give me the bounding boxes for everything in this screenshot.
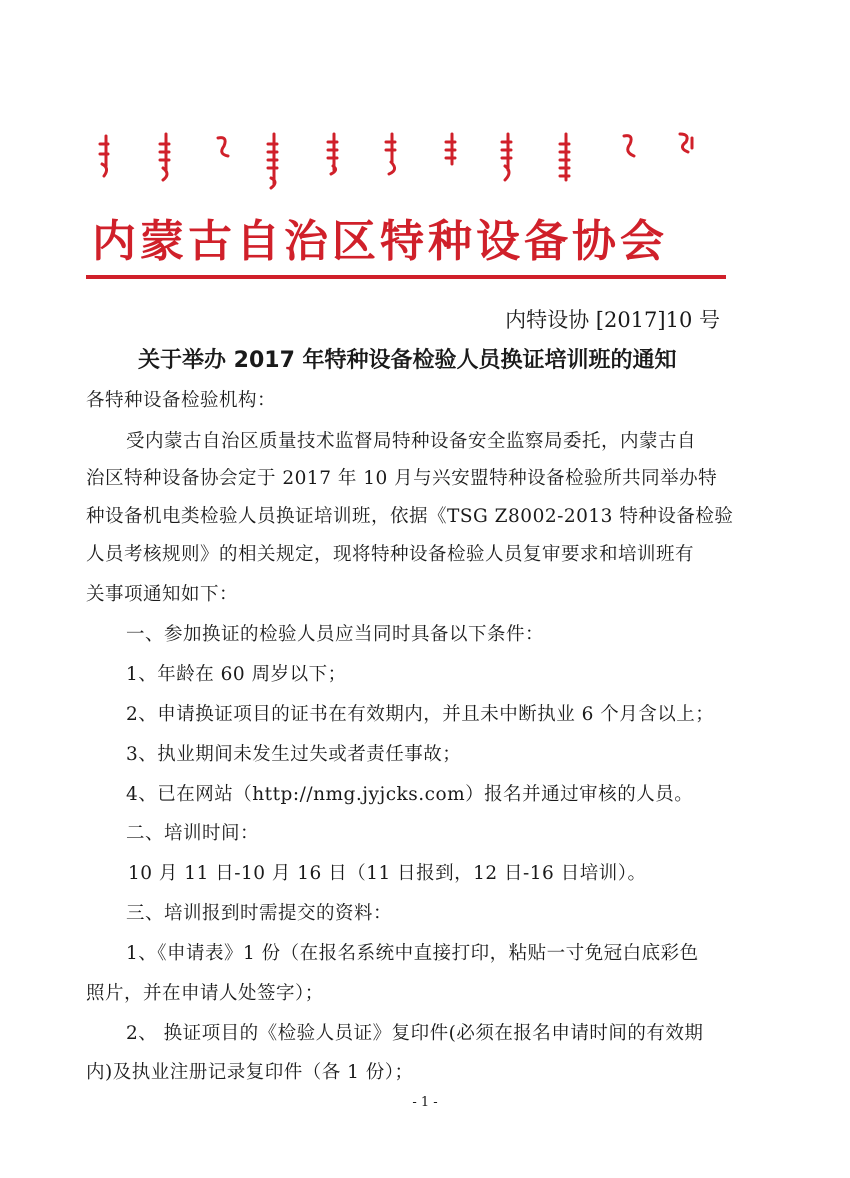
org-name: 内蒙古自治区特种设备协会: [92, 216, 668, 267]
section-heading: 二、培训时间：: [126, 823, 260, 844]
list-item: 4、已在网站（http://nmg.jyjcks.com）报名并通过审核的人员。: [126, 784, 694, 805]
salutation: 各特种设备检验机构：: [86, 390, 277, 411]
body-line: 受内蒙古自治区质量技术监督局特种设备安全监察局委托，内蒙古自: [126, 431, 697, 452]
mongolian-script-glyphs: [96, 128, 716, 200]
page-number: - 1 -: [412, 1095, 438, 1110]
body-line: 内)及执业注册记录复印件（各 1 份）；: [86, 1062, 414, 1083]
mongolian-script-name: [96, 128, 716, 200]
list-item: 1、《申请表》1 份（在报名系统中直接打印，粘贴一寸免冠白底彩色: [126, 943, 699, 964]
list-item: 2、 换证项目的《检验人员证》复印件(必须在报名申请时间的有效期: [126, 1023, 704, 1044]
list-item: 2、申请换证项目的证书在有效期内，并且未中断执业 6 个月含以上；: [126, 704, 715, 725]
body-line: 照片，并在申请人处签字）；: [86, 983, 324, 1004]
body-line: 关事项通知如下：: [86, 584, 239, 605]
section-heading: 三、培训报到时需提交的资料：: [126, 903, 393, 924]
body-line: 人员考核规则》的相关规定，现将特种设备检验人员复审要求和培训班有: [86, 544, 695, 565]
body-line: 治区特种设备协会定于 2017 年 10 月与兴安盟特种设备检验所共同举办特: [86, 468, 718, 489]
list-item: 1、年龄在 60 周岁以下；: [126, 664, 347, 685]
header-divider: [86, 275, 726, 279]
list-item: 3、执业期间未发生过失或者责任事故；: [126, 744, 462, 765]
body-line: 种设备机电类检验人员换证培训班，依据《TSG Z8002-2013 特种设备检验: [86, 506, 734, 527]
section-heading: 一、参加换证的检验人员应当同时具备以下条件：: [126, 624, 545, 645]
training-dates: 10 月 11 日-10 月 16 日（11 日报到，12 日-16 日培训）。: [128, 863, 647, 884]
document-title: 关于举办 2017 年特种设备检验人员换证培训班的通知: [138, 348, 677, 373]
document-number: 内特设协 [2017]10 号: [505, 308, 720, 332]
